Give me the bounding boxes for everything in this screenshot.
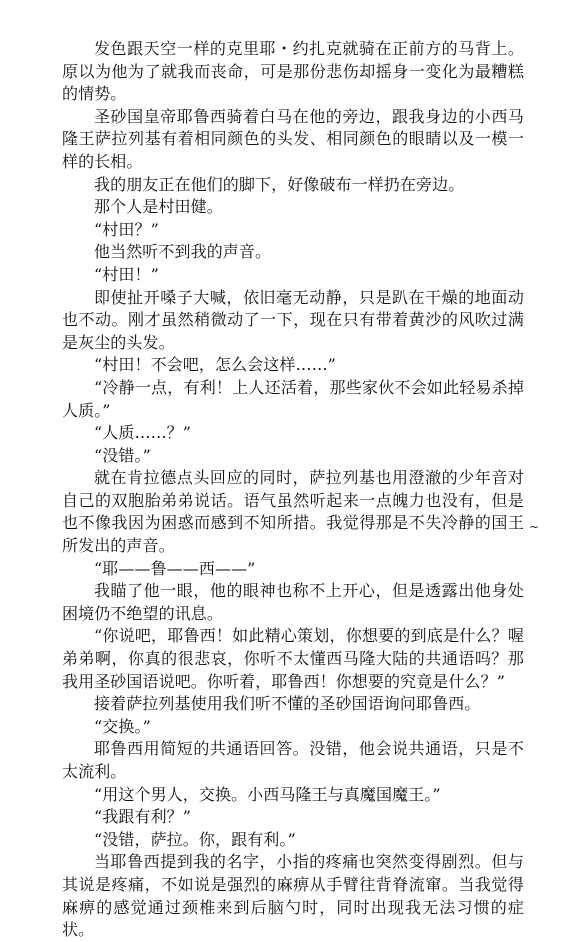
paragraph-23: 当耶鲁西提到我的名字，小指的疼痛也突然变得剧烈。但与其说是疼痛，不如说是强烈的麻痹从手臂往背脊流窜。当我觉得麻痹的感觉通过颈椎来到后脑勺时，同时出现我无法习惯的症状。: [62, 852, 524, 940]
paragraph-21: “我跟有利？”: [94, 807, 192, 827]
paragraph-2: 圣砂国皇帝耶鲁西骑着白马在他的旁边，跟我身边的小西马隆王萨拉列基有着相同颜色的头发、相同颜色的眼睛以及一模一样的长相。: [62, 106, 524, 171]
paragraph-5: “村田？”: [94, 219, 159, 239]
paragraph-11: “人质……？”: [94, 423, 192, 443]
paragraph-7: “村田！”: [94, 264, 159, 284]
paragraph-19: 耶鲁西用简短的共通语回答。没错，他会说共通语，只是不太流利。: [62, 739, 524, 781]
paragraph-4: 那个人是村田健。: [94, 197, 223, 217]
document-body: [62, 38, 524, 942]
paragraph-18: “交换。”: [94, 716, 151, 736]
paragraph-15: 我瞄了他一眼，他的眼神也称不上开心，但是透露出他身处困境仍不绝望的讯息。: [62, 581, 524, 623]
paragraph-3: 我的朋友正在他们的脚下，好像破布一样扔在旁边。: [94, 174, 465, 194]
paragraph-14: “耶——鲁——西——”: [94, 558, 256, 578]
margin-mark: ~: [528, 520, 539, 534]
paragraph-16: “你说吧，耶鲁西！如此精心策划，你想要的到底是什么？喔弟弟啊，你真的很悲哀，你听不太懂西马隆大陆的共通语吗？那我用圣砂国语说吧。你听着，耶鲁西！你想要的究竟是什么？”: [62, 626, 524, 691]
paragraph-9: “村田！不会吧，怎么会这样……”: [94, 355, 336, 375]
paragraph-10: “冷静一点，有利！上人还活着，那些家伙不会如此轻易杀掉人质。”: [62, 377, 524, 420]
paragraph-6: 他当然听不到我的声音。: [94, 242, 272, 262]
paragraph-13: 就在肯拉德点头回应的同时，萨拉列基也用澄澈的少年音对自己的双胞胎弟弟说话。语气虽然听起来一点魄力也没有，但是也不像我因为困惑而感到不知所措。我觉得那是不失冷静的国王所发出的声音。: [62, 468, 524, 556]
paragraph-17: 接着萨拉列基使用我们听不懂的圣砂国语询问耶鲁西。: [94, 694, 481, 714]
paragraph-12: “没错。”: [94, 445, 151, 465]
paragraph-1: 发色跟天空一样的克里耶・约扎克就骑在正前方的马背上。原以为他为了就我而丧命，可是那份悲伤却摇身一变化为最糟糕的情势。: [62, 39, 524, 104]
paragraph-20: “用这个男人，交换。小西马隆王与真魔国魔王。”: [94, 784, 441, 804]
paragraph-22: “没错，萨拉。你，跟有利。”: [94, 829, 296, 849]
paragraph-8: 即使扯开嗓子大喊，依旧毫无动静，只是趴在干燥的地面动也不动。刚才虽然稍微动了一下，现在只有带着黄沙的风吹过满是灰尘的头发。: [62, 287, 524, 352]
